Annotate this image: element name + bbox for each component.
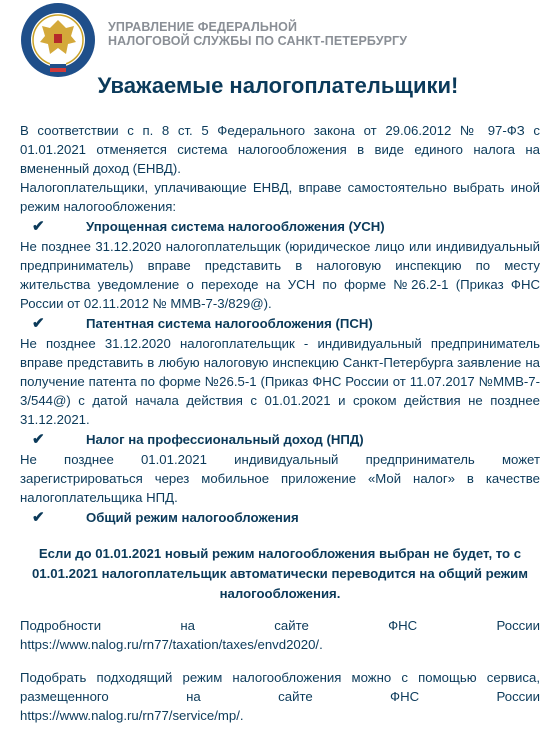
regime-title: Упрощенная система налогообложения (УСН) [86,219,385,234]
checkmark-icon: ✔ [32,431,45,448]
document-body [20,121,540,725]
service-link[interactable]: https://www.nalog.ru/rn77/service/mp/. [20,708,244,723]
regime-usn-text: Не позднее 31.12.2020 налогоплательщик (юридическое лицо или индивидуальный предприниматель) вправе представить в налоговую инспекцию по месту жительства уведомление о переходе на УСН по форме №26.2-1 (Приказ ФНС России от 02.11.2012 № ММВ-7-3/829@). [20,239,540,311]
org-line-1: УПРАВЛЕНИЕ ФЕДЕРАЛЬНОЙ [108,20,298,34]
regime-general-heading [20,507,540,528]
regime-npd-heading [20,429,540,450]
regime-title: Патентная система налогообложения (ПСН) [86,316,373,331]
checkmark-icon: ✔ [32,315,45,332]
organization-name [108,20,407,48]
regime-npd-text: Не позднее 01.01.2021 индивидуальный предприниматель может зарегистрироваться через мобильное приложение «Мой налог» в качестве налогоплательщика НПД. [20,452,540,505]
details-text: Подробности на сайте ФНС России [20,618,540,633]
regime-psn-text: Не позднее 31.12.2020 налогоплательщик - индивидуальный предприниматель вправе представить в любую налоговую инспекцию Санкт-Петербурга заявление на получение патента по форме №26.5-1 (Приказ ФНС России от 11.07.2017 №ММВ-7-3/544@) с датой начала действия с 01.01.2021 и сроком действия не позднее 31.12.2021. [20,336,540,427]
intro-paragraph: В соответствии с п. 8 ст. 5 Федерального закона от 29.06.2012 № 97-ФЗ с 01.01.2021 отменяется система налогообложения в виде единого налога на вмененный доход (ЕНВД). [20,123,540,176]
org-line-2: НАЛОГОВОЙ СЛУЖБЫ ПО САНКТ-ПЕТЕРБУРГУ [108,34,408,48]
regime-usn-heading [20,216,540,237]
checkmark-icon: ✔ [32,509,45,526]
fns-emblem-icon [20,2,96,78]
service-block [20,668,540,725]
page-title: Уважаемые налогоплательщики! [97,73,459,98]
details-link[interactable]: https://www.nalog.ru/rn77/taxation/taxes/envd2020/. [20,637,323,652]
regime-psn-heading [20,313,540,334]
header [0,0,556,70]
details-block [20,616,540,654]
regime-title: Общий режим налогообложения [86,510,299,525]
warning-note: Если до 01.01.2021 новый режим налогообложения выбран не будет, то с 01.01.2021 налогоплательщик автоматически переводится на общий режим налогообложения. [31,546,529,601]
service-text: Подобрать подходящий режим налогообложения можно с помощью сервиса, размещенного на сайте ФНС России [20,670,540,704]
checkmark-icon: ✔ [32,218,45,235]
intro-paragraph-2: Налогоплательщики, уплачивающие ЕНВД, вправе самостоятельно выбрать иной режим налогообложения: [20,180,540,214]
regime-title: Налог на профессиональный доход (НПД) [86,432,364,447]
